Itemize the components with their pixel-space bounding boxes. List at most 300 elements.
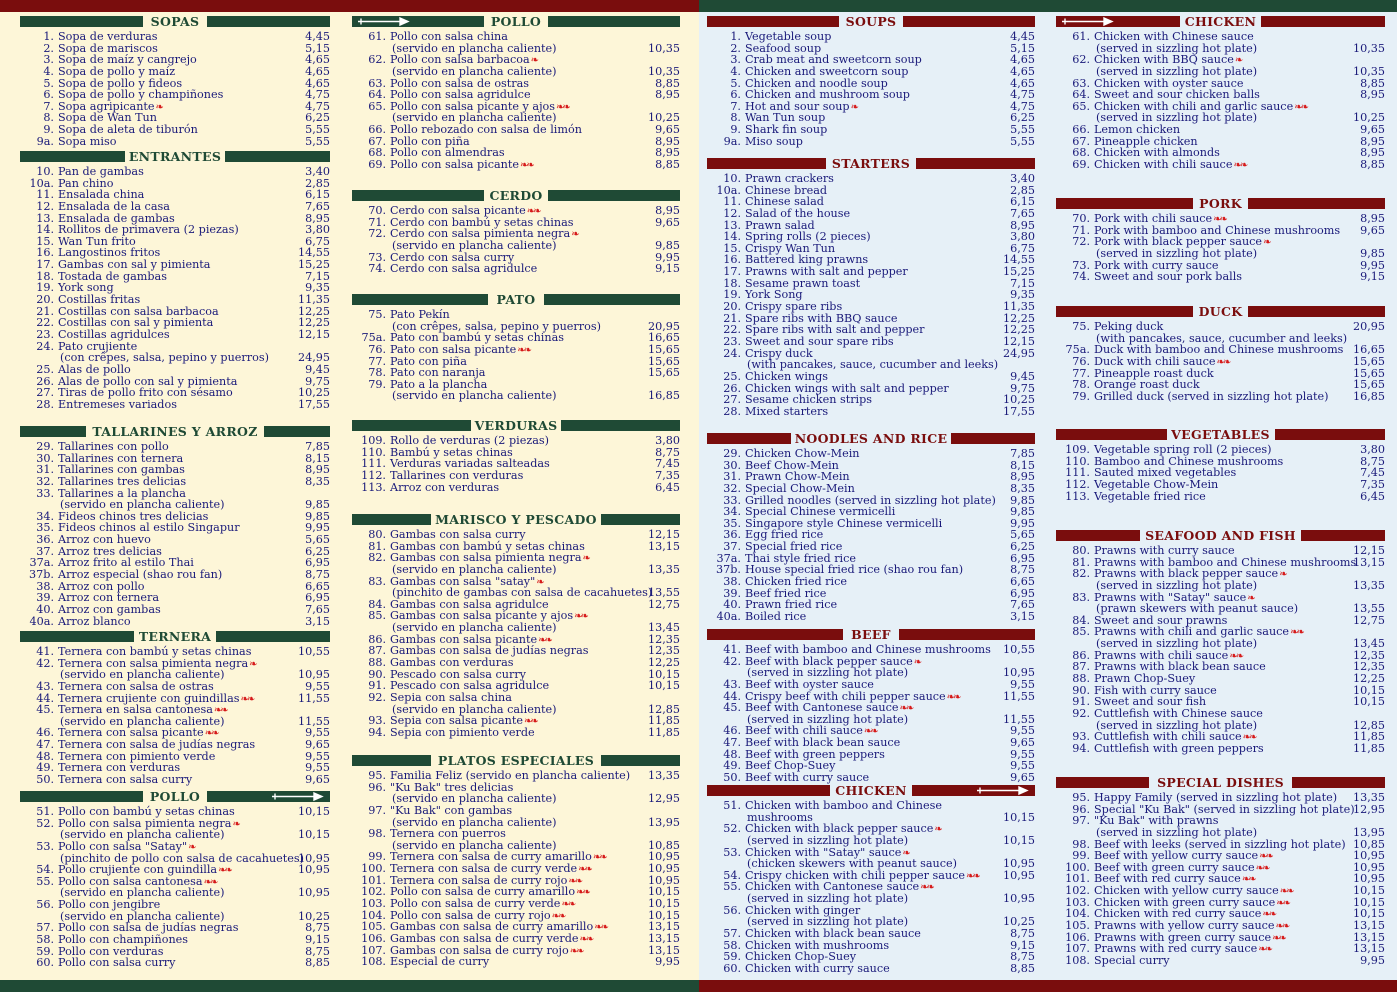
item-price: 17,55 <box>1002 404 1035 418</box>
menu-item <box>707 406 1035 418</box>
menu-item <box>352 770 680 782</box>
item-price: 12,85 <box>1352 718 1385 732</box>
section-header <box>1056 530 1385 543</box>
item-number: 11. <box>36 188 54 202</box>
item-name: (servido en plancha caliente) <box>392 621 557 635</box>
section-header <box>1056 306 1385 319</box>
item-number: 23. <box>36 327 54 341</box>
item-number: 37a. <box>29 556 54 570</box>
item-price: 12,15 <box>1352 544 1385 557</box>
item-name: Pork with bamboo and Chinese mushrooms <box>1094 223 1341 237</box>
item-price: 7,35 <box>655 468 680 482</box>
item-description <box>745 173 834 185</box>
item-name: Chinese bread <box>745 183 828 197</box>
item-name: Pollo con salsa de curry verde <box>390 897 561 911</box>
item-number: 5. <box>43 76 54 90</box>
item-number: 88. <box>368 656 386 670</box>
item-name: Beef with black pepper sauce <box>745 654 913 668</box>
item-number: 93. <box>368 714 386 728</box>
item-number: 68. <box>368 146 386 160</box>
item-name: Pato con salsa picante <box>390 342 517 356</box>
section-header <box>352 16 680 29</box>
item-price: 10,55 <box>1002 643 1035 656</box>
menu-item <box>352 529 680 541</box>
item-price: 10,15 <box>1002 833 1035 847</box>
section-header <box>20 631 330 644</box>
chili-pepper-icon: ❧❧ <box>863 726 877 738</box>
item-number: 85. <box>1072 625 1090 639</box>
item-name: Chicken wings with salt and pepper <box>745 381 949 395</box>
bottom-border <box>0 980 1397 992</box>
item-name: (served in sizzling hot plate) <box>1096 578 1258 592</box>
item-number: 20. <box>723 300 741 314</box>
item-name: (chicken skewers with peanut sauce) <box>747 857 958 871</box>
item-price: 20,95 <box>647 319 680 333</box>
item-description <box>1094 743 1264 755</box>
item-price: 9,35 <box>1010 288 1035 302</box>
chili-pepper-icon: ❧❧ <box>966 870 979 882</box>
item-name: Ternera con salsa de judías negras <box>58 738 256 752</box>
menu-item <box>20 364 330 376</box>
item-number: 54. <box>723 868 741 882</box>
section-entrantes <box>20 151 330 410</box>
chili-pepper-icon: ❧❧ <box>1275 921 1289 933</box>
chili-pepper-icon: ❧❧ <box>1216 356 1230 368</box>
menu-item <box>707 66 1035 78</box>
item-number: 65. <box>368 99 386 113</box>
chili-pepper-icon: ❧ <box>571 229 578 241</box>
item-name: Spare ribs with salt and pepper <box>745 323 925 337</box>
item-number: 76. <box>1072 354 1090 368</box>
item-name: Beef with yellow curry sauce <box>1094 849 1259 863</box>
item-name: (served in sizzling hot plate) <box>747 666 909 680</box>
item-price: 12,75 <box>647 597 680 611</box>
item-price: 11,85 <box>647 714 680 728</box>
item-name: Pork with curry sauce <box>1094 258 1219 272</box>
section-title: MARISCO Y PESCADO <box>435 512 597 527</box>
item-price: 8,85 <box>305 956 330 970</box>
item-number: 51. <box>723 799 741 812</box>
item-number: 55. <box>723 880 741 894</box>
menu-item <box>707 336 1035 348</box>
item-name: Pork with chili sauce <box>1094 212 1213 225</box>
item-name: (servido en plancha caliente) <box>392 41 557 55</box>
item-number: 28. <box>36 397 54 411</box>
item-price: 9,55 <box>1010 759 1035 773</box>
item-description <box>390 770 630 782</box>
item-description <box>745 66 908 78</box>
item-number: 25. <box>723 369 741 383</box>
chili-pepper-icon: ❧ <box>582 553 589 565</box>
item-name: Duck with bamboo and Chinese mushrooms <box>1094 343 1344 357</box>
item-name: Sweet and sour chicken balls <box>1094 88 1260 102</box>
item-number: 79. <box>368 377 386 391</box>
item-number: 55. <box>36 874 54 888</box>
item-price: 9,55 <box>1010 677 1035 691</box>
chili-pepper-icon: ❧❧ <box>920 882 933 894</box>
item-price: 16,85 <box>647 389 680 403</box>
item-name: Arroz blanco <box>58 614 131 628</box>
item-name: Chicken Chop-Suey <box>745 950 857 964</box>
item-name: Tallarines a la plancha <box>58 486 186 500</box>
section-title: STARTERS <box>831 156 911 171</box>
item-price: 8,85 <box>1360 158 1385 172</box>
item-number: 63. <box>1072 76 1090 90</box>
item-name: Grilled duck (served in sizzling hot plate) <box>1094 389 1329 403</box>
item-name: Cerdo con salsa agridulce <box>390 262 538 276</box>
item-price: 9,65 <box>1360 223 1385 237</box>
item-name: Sopa de maíz y cangrejo <box>58 53 197 67</box>
item-price: 10,15 <box>1352 895 1385 909</box>
item-name: Seafood soup <box>745 41 822 55</box>
item-price: 10,95 <box>297 886 330 900</box>
menu-item <box>1056 356 1385 368</box>
item-name: Prawns with red curry sauce <box>1094 942 1258 956</box>
item-number: 73. <box>1072 258 1090 272</box>
item-description <box>58 329 170 341</box>
item-name: Special "Ku Bak" (served in sizzling hot plate) <box>1094 802 1355 816</box>
item-number: 108. <box>1065 953 1090 967</box>
item-price: 8,75 <box>305 921 330 935</box>
item-price: 11,85 <box>647 725 680 739</box>
item-number: 109. <box>361 434 386 447</box>
item-description <box>745 136 803 148</box>
item-number: 85. <box>368 609 386 623</box>
section-title: POLLO <box>490 14 542 29</box>
item-price: 8,95 <box>305 463 330 477</box>
item-name: Gambas con salsa picante <box>390 632 538 646</box>
item-name: Pollo con salsa picante <box>390 158 519 172</box>
item-name: Tallarines tres delicias <box>58 474 187 488</box>
item-name: Pollo con salsa cantonesa <box>58 874 203 888</box>
item-number: 100. <box>1065 860 1090 874</box>
item-price: 9,65 <box>1010 771 1035 785</box>
item-price: 8,35 <box>1010 481 1035 495</box>
item-number: 58. <box>723 938 741 952</box>
item-name: Pork with black pepper sauce <box>1094 235 1263 249</box>
chili-pepper-icon: ❧❧ <box>1258 944 1272 956</box>
item-number: 82. <box>368 551 386 565</box>
item-price: 11,55 <box>297 714 330 728</box>
menu-item <box>20 294 330 306</box>
item-name: Prawns with chili and garlic sauce <box>1094 625 1290 639</box>
item-name: Chicken and sweetcorn soup <box>745 64 909 78</box>
section-title: DUCK <box>1198 304 1243 319</box>
item-name: Tallarines con verduras <box>390 468 524 482</box>
item-number: 43. <box>36 679 54 693</box>
section-title: PORK <box>1199 196 1242 211</box>
item-name: (pinchito de gambas con salsa de cacahuetes) <box>392 586 653 600</box>
section-header <box>707 433 1035 446</box>
item-price: 8,95 <box>305 211 330 225</box>
item-name: Familia Feliz (servido en plancha caliente) <box>390 769 631 782</box>
chili-pepper-icon: ❧❧ <box>576 887 589 899</box>
item-number: 10. <box>36 165 54 178</box>
chili-pepper-icon: ❧❧ <box>579 933 593 945</box>
item-name: Mixed starters <box>745 404 829 418</box>
item-description <box>390 263 537 275</box>
item-number: 95. <box>1072 791 1090 804</box>
menu-item <box>1056 743 1385 755</box>
item-number: 11. <box>723 195 741 209</box>
item-price: 10,25 <box>297 909 330 923</box>
item-name: Rollitos de primavera (2 piezas) <box>58 223 239 237</box>
item-name: Prawns with chili sauce <box>1094 648 1229 662</box>
item-name: Chicken with mushrooms <box>745 938 890 952</box>
item-name: (servido en plancha caliente) <box>392 64 557 78</box>
item-price: 11,55 <box>297 691 330 705</box>
item-name: Gambas con salsa curry <box>390 528 526 541</box>
item-number: 37b. <box>29 568 54 582</box>
item-name: Sepia con salsa picante <box>390 714 523 728</box>
item-number: 27. <box>36 386 54 400</box>
item-price: 13,55 <box>647 586 680 600</box>
menu-item <box>707 679 1035 691</box>
item-note-row <box>1056 248 1385 260</box>
item-number: 92. <box>1072 706 1090 720</box>
item-name: Special curry <box>1094 953 1170 967</box>
item-number: 111. <box>1065 466 1090 480</box>
item-description <box>58 364 131 376</box>
item-number: 66. <box>368 123 386 137</box>
item-price: 13,35 <box>647 769 680 782</box>
item-name: Gambas con salsa "satay" <box>390 574 536 588</box>
item-price: 12,15 <box>297 327 330 341</box>
item-number: 38. <box>36 579 54 593</box>
item-name: Prawns with green curry sauce <box>1094 930 1272 944</box>
item-number: 102. <box>1065 884 1090 898</box>
section-seafood-and-fish <box>1056 530 1385 755</box>
item-price: 13,55 <box>1352 602 1385 616</box>
item-number: 108. <box>361 955 386 969</box>
item-name: Tiras de pollo frito con sésamo <box>58 386 233 400</box>
item-price: 12,25 <box>1352 672 1385 686</box>
chili-pepper-icon: ❧❧ <box>899 703 913 715</box>
item-number: 52. <box>723 822 741 836</box>
item-price: 24,95 <box>1002 346 1035 360</box>
item-name: Pollo con salsa de judías negras <box>58 921 239 935</box>
item-name: Ternera en salsa cantonesa <box>58 703 213 717</box>
item-name: Sopa de Wan Tun <box>58 111 157 125</box>
item-number: 71. <box>368 215 386 229</box>
item-number: 12. <box>36 199 54 213</box>
menu-item <box>352 435 680 447</box>
item-price: 4,45 <box>305 30 330 43</box>
item-name: Bambú y setas chinas <box>390 445 513 459</box>
menu-item <box>20 616 330 628</box>
item-price: 8,15 <box>305 451 330 465</box>
item-price: 4,65 <box>1010 64 1035 78</box>
menu-item <box>707 772 1035 784</box>
item-number: 63. <box>368 76 386 90</box>
item-price: 8,95 <box>655 204 680 217</box>
item-price: 9,65 <box>655 123 680 137</box>
item-number: 87. <box>1072 660 1090 674</box>
item-name: (served in sizzling hot plate) <box>1096 825 1258 839</box>
chili-pepper-icon: ❧ <box>850 101 857 113</box>
item-price: 4,65 <box>1010 53 1035 67</box>
item-description <box>1094 271 1242 283</box>
item-number: 21. <box>36 304 54 318</box>
item-name: Sopa de mariscos <box>58 41 158 55</box>
item-name: Special fried rice <box>745 540 843 554</box>
item-price: 9,85 <box>1360 246 1385 260</box>
chili-pepper-icon: ❧❧ <box>551 910 565 922</box>
item-number: 80. <box>1072 544 1090 557</box>
item-price: 7,65 <box>1010 206 1035 220</box>
item-number: 34. <box>36 509 54 523</box>
item-name: Entremeses variados <box>58 397 177 411</box>
item-price: 12,35 <box>647 632 680 646</box>
item-price: 9,75 <box>305 374 330 388</box>
chili-pepper-icon: ❧❧ <box>1229 650 1243 662</box>
item-number: 41. <box>36 645 54 658</box>
item-name: Crispy Wan Tun <box>745 241 836 255</box>
item-name: Ternera con salsa curry <box>58 773 193 787</box>
menu-item <box>352 31 680 43</box>
item-number: 103. <box>361 897 386 911</box>
item-price: 13,15 <box>647 943 680 957</box>
item-number: 113. <box>361 480 386 494</box>
chili-pepper-icon: ❧❧ <box>569 945 583 957</box>
item-number: 44. <box>723 689 741 703</box>
item-price: 10,15 <box>647 679 680 693</box>
item-description <box>58 957 175 969</box>
item-price: 7,45 <box>1360 466 1385 480</box>
item-number: 3. <box>43 53 54 67</box>
section-header <box>1056 429 1385 442</box>
item-price: 8,85 <box>1360 76 1385 90</box>
chili-pepper-icon: ❧❧ <box>240 693 254 705</box>
item-name: Prawn Chop-Suey <box>1094 672 1196 686</box>
item-name: Chicken with ginger <box>745 903 861 917</box>
menu-item <box>352 205 680 217</box>
item-name: (servido en plancha caliente) <box>60 909 225 923</box>
menu-item <box>707 173 1035 185</box>
chili-pepper-icon: ❧❧ <box>1276 897 1290 909</box>
item-number: 16. <box>723 253 741 267</box>
item-number: 112. <box>1065 477 1090 491</box>
menu-item <box>20 136 330 148</box>
menu-item <box>1056 479 1385 491</box>
chili-pepper-icon: ❧❧ <box>1241 874 1255 886</box>
item-name: (served in sizzling hot plate) <box>747 712 909 726</box>
item-number: 97. <box>1072 814 1090 828</box>
item-description <box>1096 580 1257 592</box>
item-number: 91. <box>368 679 386 693</box>
section-beef <box>707 629 1035 784</box>
item-price: 17,55 <box>297 397 330 411</box>
item-price: 8,85 <box>1010 961 1035 975</box>
item-name: Langostinos fritos <box>58 246 161 260</box>
item-name: Gambas con salsa de curry amarillo <box>390 920 594 934</box>
item-description <box>1094 321 1163 333</box>
item-price: 12,25 <box>1002 311 1035 325</box>
item-price: 7,85 <box>305 440 330 453</box>
section-vegetables <box>1056 429 1385 502</box>
item-description <box>745 448 860 460</box>
item-name: Tallarines con pollo <box>58 440 169 453</box>
item-price: 9,65 <box>655 215 680 229</box>
menu-item <box>352 470 680 482</box>
section-title: BEEF <box>851 627 891 642</box>
item-price: 9,95 <box>655 955 680 969</box>
menu-item <box>1056 391 1385 403</box>
item-name: Sweet and sour pork balls <box>1094 270 1243 284</box>
item-description <box>390 657 514 669</box>
section-header <box>707 158 1035 171</box>
item-name: York song <box>58 281 114 295</box>
item-name: Battered king prawns <box>745 253 869 267</box>
item-number: 62. <box>1072 53 1090 67</box>
section-title: VEGETABLES <box>1171 427 1270 442</box>
item-name: Sauted mixed vegetables <box>1094 466 1237 480</box>
item-number: 40a. <box>29 614 54 628</box>
item-price: 13,35 <box>647 562 680 576</box>
item-name: Vegetable soup <box>745 30 832 43</box>
item-description <box>58 476 186 488</box>
item-name: Pineapple chicken <box>1094 134 1198 148</box>
item-number: 7. <box>43 99 54 113</box>
item-price: 10,15 <box>647 908 680 922</box>
menu-item <box>707 644 1035 656</box>
item-name: Beef with green peppers <box>745 747 885 761</box>
item-name: Sepia con salsa china <box>390 690 512 704</box>
item-description <box>745 371 828 383</box>
item-description <box>745 644 991 656</box>
item-number: 4. <box>43 64 54 78</box>
item-number: 97. <box>368 803 386 817</box>
item-name: Chicken Chow-Mein <box>745 447 860 460</box>
item-price: 8,75 <box>1360 454 1385 468</box>
menu-item <box>20 806 330 818</box>
item-name: Sopa de pollo y champiñones <box>58 88 224 102</box>
menu-item <box>352 805 680 817</box>
item-number: 106. <box>361 931 386 945</box>
item-name: Hot and sour soup <box>745 99 850 113</box>
item-name: Chicken with oyster sauce <box>1094 76 1244 90</box>
item-price: 9,15 <box>655 262 680 276</box>
menu-item <box>20 841 330 853</box>
item-price: 7,65 <box>305 602 330 616</box>
item-price: 8,95 <box>1360 88 1385 102</box>
item-number: 50. <box>36 773 54 787</box>
item-name: Duck with chili sauce <box>1094 354 1216 368</box>
item-number: 58. <box>36 933 54 947</box>
item-number: 22. <box>723 323 741 337</box>
item-price: 10,15 <box>1352 683 1385 697</box>
item-price: 6,95 <box>1010 586 1035 600</box>
item-name: Prawns with black pepper sauce <box>1094 567 1279 581</box>
item-number: 59. <box>723 950 741 964</box>
item-price: 4,65 <box>305 64 330 78</box>
item-name: Beef with curry sauce <box>745 771 870 785</box>
item-name: (con crêpes, salsa, pepino y puerros) <box>392 319 601 333</box>
item-number: 96. <box>1072 802 1090 816</box>
item-price: 15,65 <box>1352 366 1385 380</box>
item-price: 5,55 <box>1010 134 1035 148</box>
chili-pepper-icon: ❧❧ <box>946 691 960 703</box>
item-name: Tallarines con ternera <box>58 451 184 465</box>
item-price: 6,95 <box>305 591 330 605</box>
item-price: 9,85 <box>305 498 330 512</box>
item-number: 49. <box>723 759 741 773</box>
section-pollo-2 <box>352 16 680 171</box>
menu-item <box>20 681 330 693</box>
item-name: mushrooms <box>747 810 813 824</box>
item-number: 88. <box>1072 672 1090 686</box>
item-price: 8,75 <box>305 944 330 958</box>
